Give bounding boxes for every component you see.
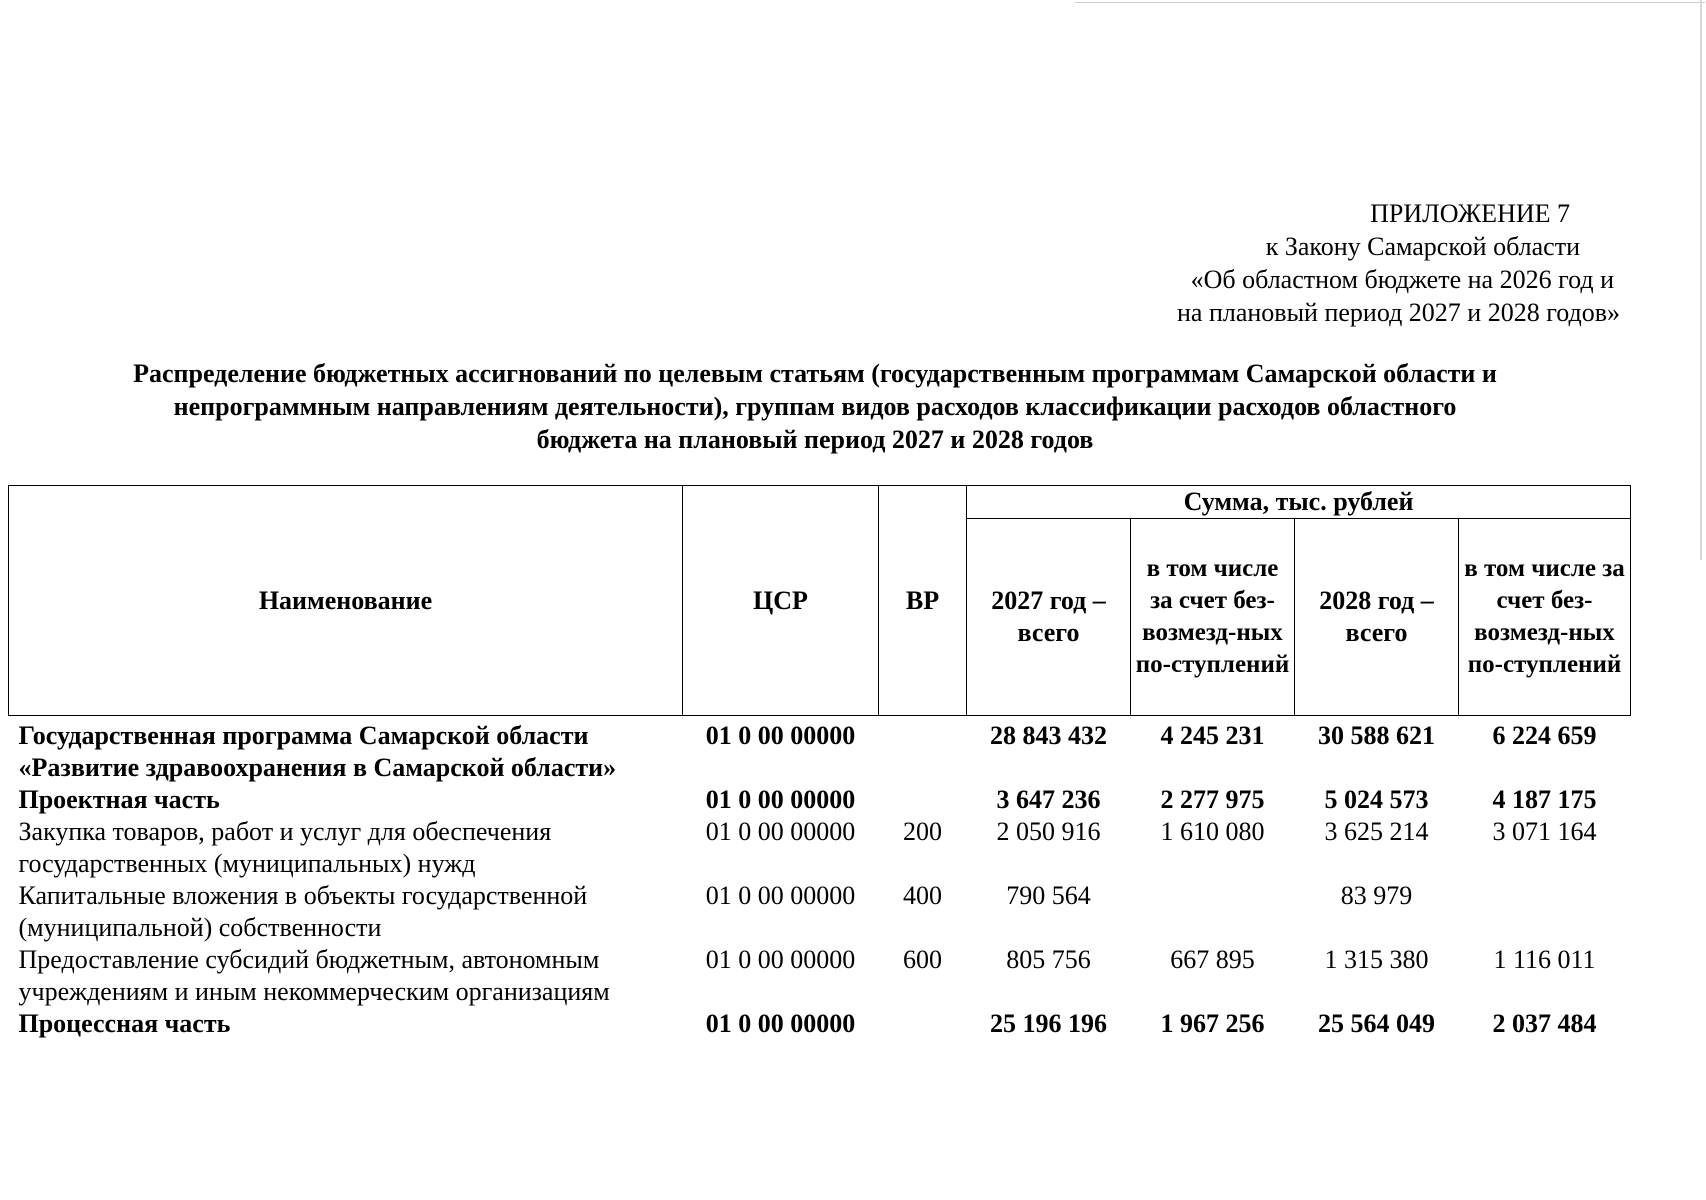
cell-vr [879,784,967,816]
table-row [9,816,1631,880]
cell-vr [879,716,967,785]
cell-y2027-total: 28 843 432 [990,721,1107,750]
cell-y2027-grants [1131,880,1295,944]
table-row [9,716,1631,785]
cell-csr: 01 0 00 00000 [705,721,856,750]
cell-csr: 01 0 00 00000 [705,817,856,846]
table-body [9,716,1631,1041]
cell-vr: 400 [903,881,942,910]
table-row [9,784,1631,816]
cell-y2028-grants: 6 224 659 [1492,721,1597,750]
cell-y2027-grants: 1 610 080 [1160,817,1265,846]
cell-y2028-grants: 4 187 175 [1492,785,1597,814]
cell-name: Проектная часть [18,785,220,814]
cell-name: Капитальные вложения в объекты государственной (муниципальной) собственности [18,881,588,942]
cell-y2028-grants [1459,880,1631,944]
cell-name: Государственная программа Самарской области «Развитие здравоохранения в Самарской области» [18,721,617,782]
cell-y2027-total: 805 756 [1006,945,1091,974]
cell-y2027-grants: 2 277 975 [1160,785,1265,814]
document-title-line-2: непрограммным направлениям деятельности), группам видов расходов классификации расходов областного [173,392,1457,421]
cell-name: Процессная часть [18,1009,231,1038]
table-row [9,880,1631,944]
cell-vr: 200 [903,817,942,846]
header-vr: ВР [879,486,967,716]
appendix-law-title-2: на плановый период 2027 и 2028 годов» [1177,298,1620,327]
cell-y2028-grants: 1 116 011 [1493,945,1596,974]
appendix-header [1080,197,1620,329]
cell-y2027-total: 2 050 916 [996,817,1101,846]
header-name: Наименование [9,486,683,716]
cell-y2028-total: 5 024 573 [1324,785,1429,814]
document-title-line-3: бюджета на плановый период 2027 и 2028 годов [536,425,1094,454]
cell-y2027-total: 790 564 [1006,881,1091,910]
cell-name: Предоставление субсидий бюджетным, автономным учреждениям и иным некоммерческим организациям [18,945,610,1006]
cell-name: Закупка товаров, работ и услуг для обеспечения государственных (муниципальных) нужд [18,817,552,878]
cell-vr [879,1008,967,1040]
cell-y2027-grants: 667 895 [1170,945,1255,974]
header-2027-total: 2027 год – всего [967,519,1131,716]
cell-csr: 01 0 00 00000 [705,945,856,974]
cell-y2028-total: 30 588 621 [1318,721,1435,750]
cell-y2027-total: 25 196 196 [990,1009,1107,1038]
cell-y2027-total: 3 647 236 [996,785,1101,814]
cell-y2028-total: 1 315 380 [1324,945,1429,974]
cell-csr: 01 0 00 00000 [705,785,856,814]
document-title-line-1: Распределение бюджетных ассигнований по целевым статьям (государственным программам Самарской области и [133,359,1497,388]
header-2028-total: 2028 год – всего [1295,519,1459,716]
cell-csr: 01 0 00 00000 [705,1009,856,1038]
budget-table [8,485,1631,1040]
scan-edge-right [1700,0,1702,560]
appendix-number: ПРИЛОЖЕНИЕ 7 [1370,199,1570,228]
cell-y2027-grants: 1 967 256 [1160,1009,1265,1038]
header-sum: Сумма, тыс. рублей [967,486,1631,519]
cell-csr: 01 0 00 00000 [705,881,856,910]
appendix-law-ref: к Закону Самарской области [1265,232,1580,261]
cell-y2028-total: 25 564 049 [1318,1009,1435,1038]
table-row [9,1008,1631,1040]
cell-y2028-grants: 2 037 484 [1492,1009,1597,1038]
table-row [9,944,1631,1008]
header-csr: ЦСР [683,486,879,716]
header-2027-grants: в том числе за счет без-возмезд-ных по-ступлений [1131,519,1295,716]
cell-y2028-grants: 3 071 164 [1492,817,1597,846]
table-header [9,486,1631,716]
header-2028-grants: в том числе за счет без-возмезд-ных по-ступлений [1459,519,1631,716]
cell-y2028-total: 3 625 214 [1324,817,1429,846]
cell-y2027-grants: 4 245 231 [1160,721,1265,750]
cell-y2028-total: 83 979 [1340,881,1413,910]
cell-vr: 600 [903,945,942,974]
scan-edge-top [1075,2,1705,3]
appendix-law-title-1: «Об областном бюджете на 2026 год и [1190,265,1614,294]
document-title [40,357,1590,456]
